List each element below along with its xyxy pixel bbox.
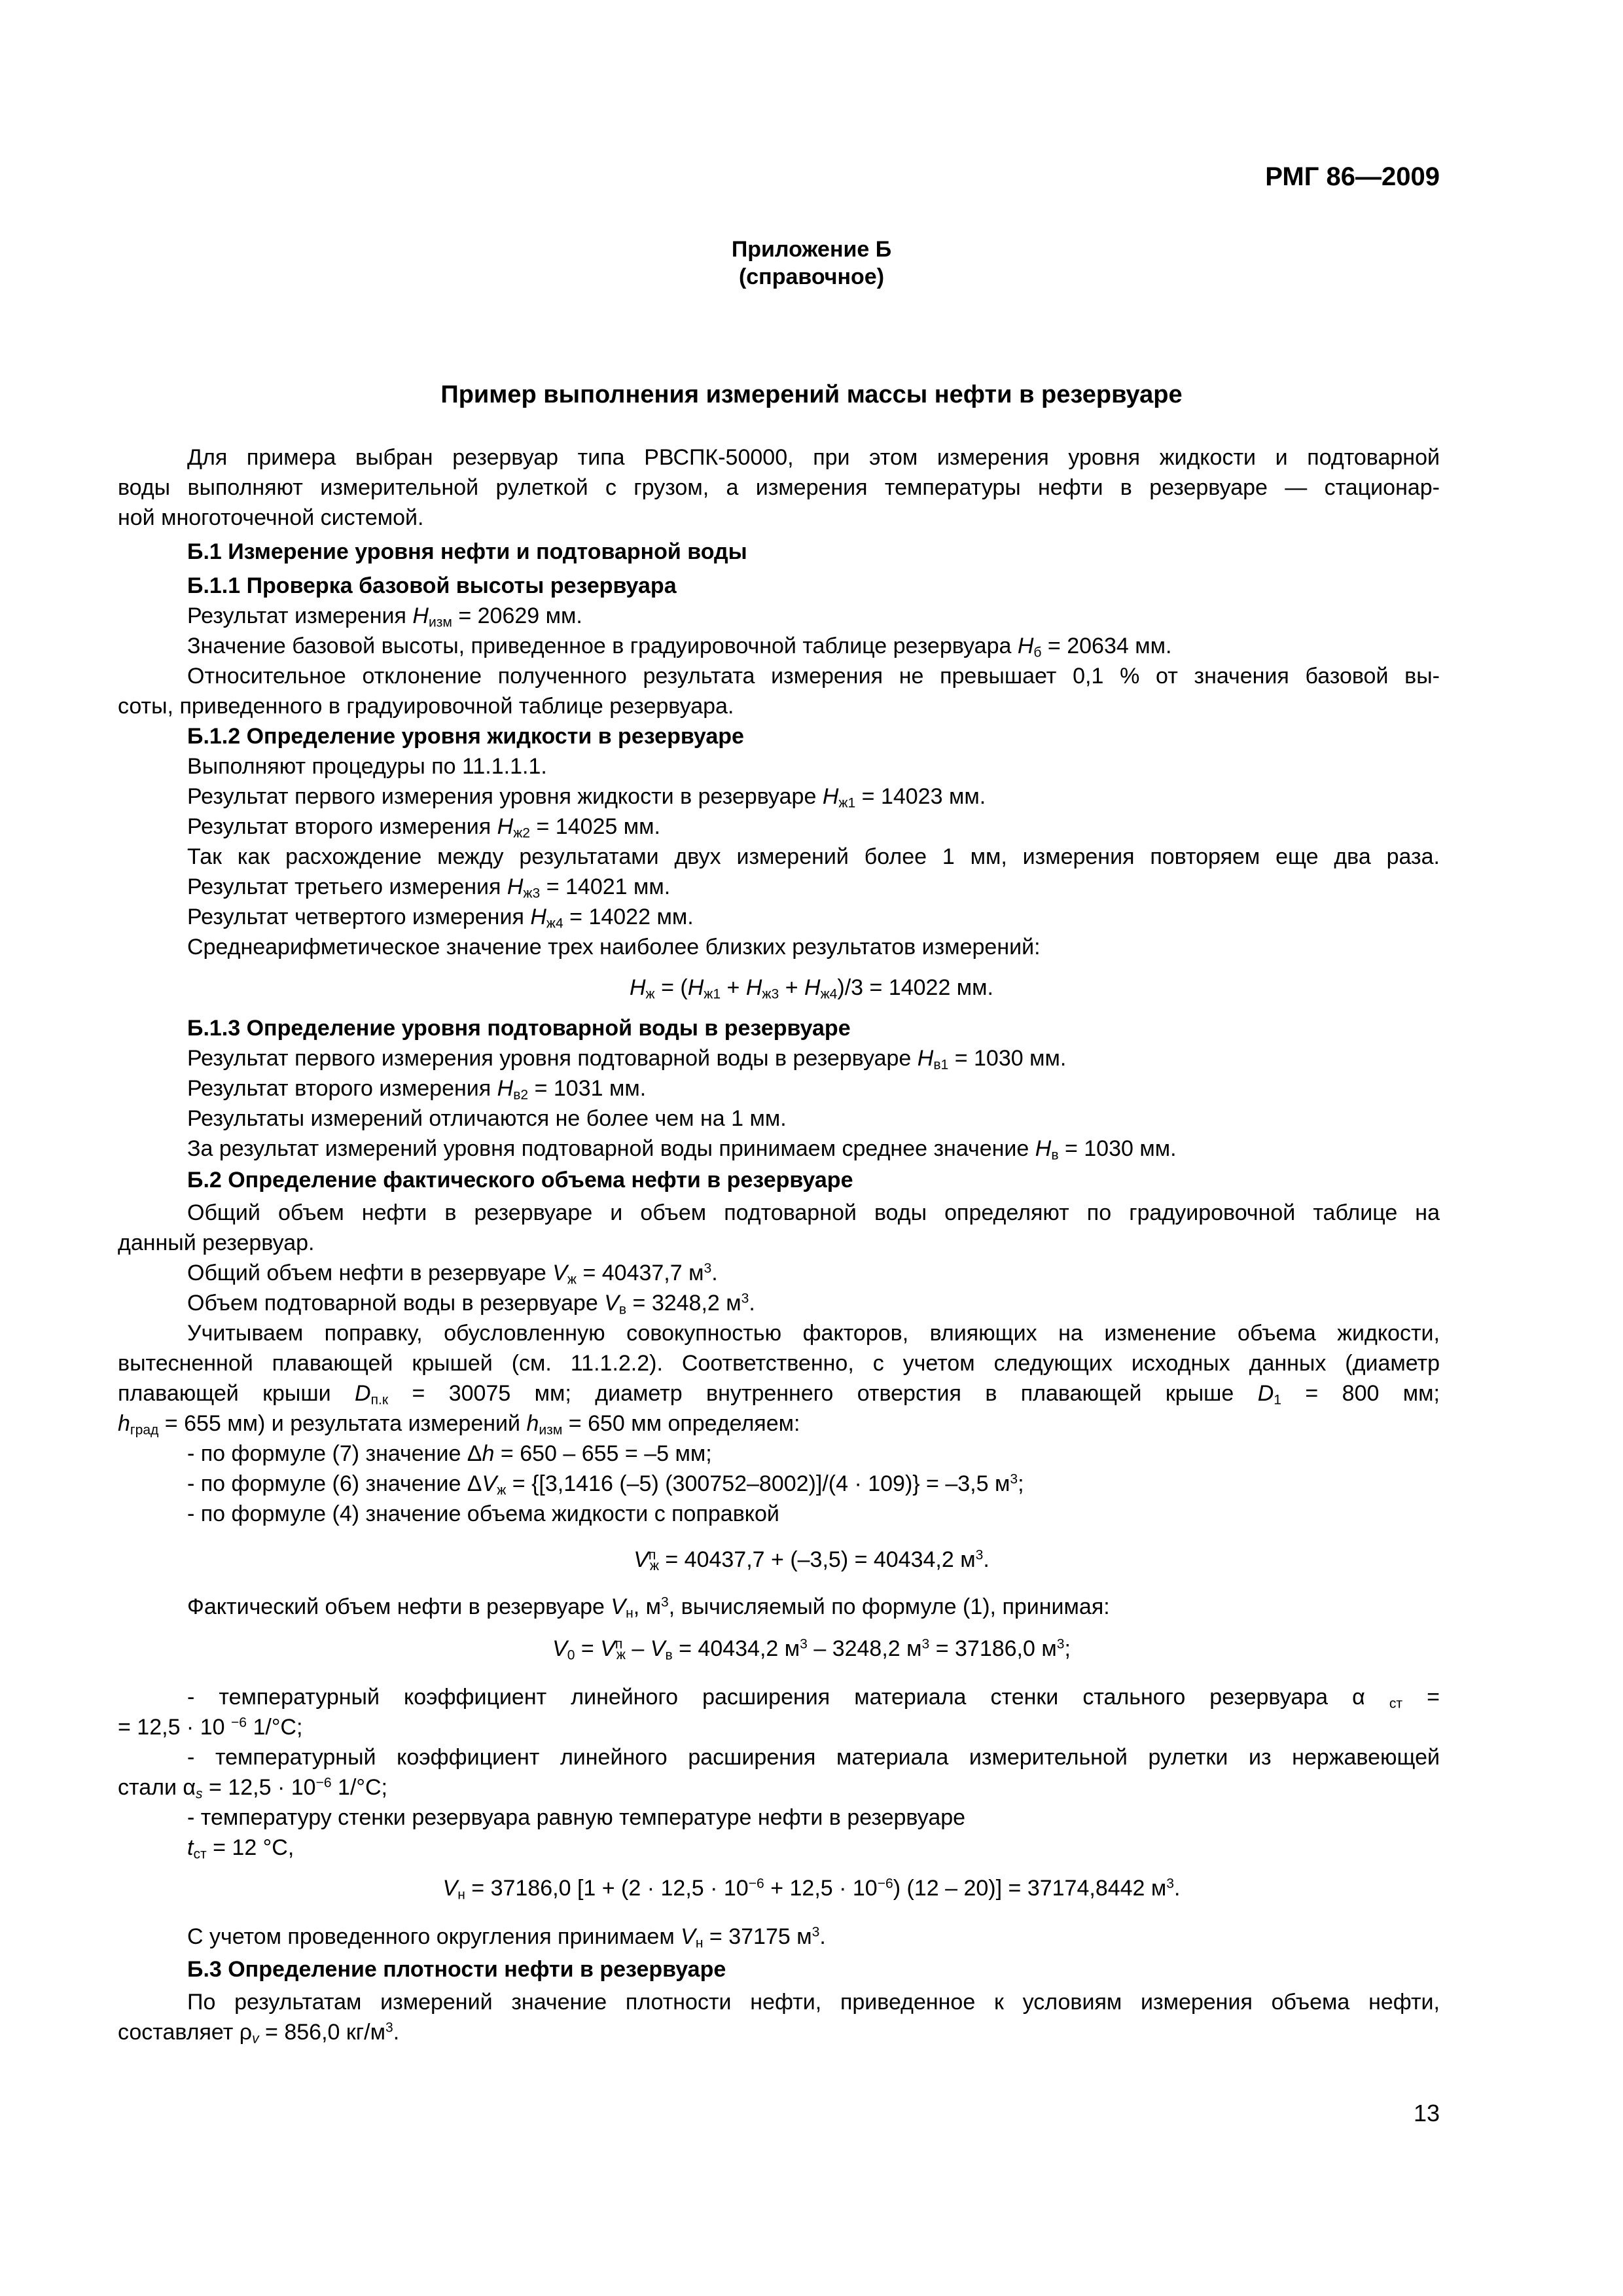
b2-line-8: $h_{град} = 655$ мм) и результата измерений $h_{изм} = 650$ мм определяем: xyxy=(118,1411,800,1438)
b2-line-14: = 12,5 · 10 $^{-6}$ 1/°С; xyxy=(118,1715,303,1740)
b2-line-16: стали $\alpha_s = 12,5 \cdot 10^{-6}$ 1/°С; xyxy=(118,1775,388,1802)
document-title: Пример выполнения измерений массы нефти в резервуаре xyxy=(440,381,1183,408)
b2-line-3: Общий объем нефти в резервуаре $V_ж = 40437,7$ $м^3$. xyxy=(187,1261,718,1287)
b13-line-1: Результат первого измерения уровня подтоварной воды в резервуаре $H_{в1} = 1030$ мм. xyxy=(187,1046,1067,1073)
b2-line-9: - по формуле (7) значение Δh = 650 – 655 = –5 мм; xyxy=(187,1441,712,1466)
b2-line-5: Учитываем поправку, обусловленную совокупностью факторов, влияющих на изменение объема жидкости, xyxy=(187,1321,1440,1346)
page-number: 13 xyxy=(1413,2100,1440,2126)
intro-line-1: Для примера выбран резервуар типа РВСПК-50000, при этом измерения уровня жидкости и подтоварной xyxy=(187,445,1440,470)
b2-formula-3: $V_н = 37186,0$ [$1 + (2 \cdot 12,5 \cdot 10^{-6} + 12,5 \cdot 10^{-6})$ (12 – 20)] = 37174,8442 $м^3$. xyxy=(442,1876,1181,1903)
b2-line-15: - температурный коэффициент линейного расширения материала измерительной рулетки из нержавеющей xyxy=(187,1745,1440,1770)
b2-line-1: Общий объем нефти в резервуаре и объем подтоварной воды определяют по градуировочной таблице на xyxy=(187,1200,1440,1225)
b11-line-1: Результат измерения $H_{изм} = 20629$ мм. xyxy=(187,603,582,630)
b2-line-6: вытесненной плавающей крышей (см. 11.1.2.2). Соответственно, с учетом следующих исходных данных (диаметр xyxy=(118,1351,1440,1376)
b12-line-1: Выполняют процедуры по 11.1.1.1. xyxy=(187,754,547,779)
b2-line-12: Фактический объем нефти в резервуаре $V_н$, $м^3$, вычисляемый по формуле (1), принимая: xyxy=(187,1594,1110,1621)
section-b13-heading: Б.1.3 Определение уровня подтоварной воды в резервуаре xyxy=(187,1016,851,1041)
b13-line-4: За результат измерений уровня подтоварной воды принимаем среднее значение $H_в = 1030$ мм. xyxy=(187,1136,1177,1163)
b13-line-3: Результаты измерений отличаются не более чем на 1 мм. xyxy=(187,1106,787,1131)
b12-formula: $H_ж = (H_{ж1} + H_{ж3} + H_{ж4})/3 = 14022$ мм. xyxy=(629,975,994,1002)
b2-line-10: - по формуле (6) значение $\Delta V_ж = \{[3,1416$ (–5) (300752–8002)]/(4 · 109)} = –3,5 $м^3$; xyxy=(187,1471,1024,1498)
b2-formula-1: $V^п_ж = 40437,7 + (-3,5) = 40434,2$ $м^3$. xyxy=(633,1547,990,1574)
intro-line-2: воды выполняют измерительной рулеткой с грузом, а измерения температуры нефти в резервуаре — стационар- xyxy=(118,475,1440,500)
section-b1-heading: Б.1 Измерение уровня нефти и подтоварной воды xyxy=(187,539,747,564)
b3-line-1: По результатам измерений значение плотности нефти, приведенное к условиям измерения объема нефти, xyxy=(187,1990,1440,2015)
b3-line-2: составляет $\rho_v = 856,0$ $кг/м^3$. xyxy=(118,2020,400,2047)
section-b11-heading: Б.1.1 Проверка базовой высоты резервуара xyxy=(187,573,677,598)
b2-line-2: данный резервуар. xyxy=(118,1230,315,1255)
document-id-header: РМГ 86—2009 xyxy=(1265,162,1440,191)
b2-line-13: - температурный коэффициент линейного расширения материала стенки стального резервуара α $_{ст}$ = xyxy=(187,1685,1440,1712)
b12-line-4: Так как расхождение между результатами двух измерений более 1 мм, измерения повторяем еще два раза. xyxy=(187,844,1440,869)
b11-line-4: соты, приведенного в градуировочной таблице резервуара. xyxy=(118,694,734,719)
b12-line-2: Результат первого измерения уровня жидкости в резервуаре $H_{ж1} = 14023$ мм. xyxy=(187,784,986,811)
b2-line-7: плавающей крыши $D_{п.к} = 30075$ мм; диаметр внутреннего отверстия в плавающей крыше $D_1 = 800$ мм; xyxy=(118,1381,1440,1408)
intro-line-3: ной многоточечной системой. xyxy=(118,505,424,530)
section-b2-heading: Б.2 Определение фактического объема нефти в резервуаре xyxy=(187,1168,853,1193)
b12-line-3: Результат второго измерения $H_{ж2} = 14025$ мм. xyxy=(187,814,660,841)
b2-line-19: С учетом проведенного округления принимаем $V_н = 37175$ $м^3$. xyxy=(187,1924,826,1951)
b13-line-2: Результат второго измерения $H_{в2} = 1031$ мм. xyxy=(187,1076,647,1103)
b12-line-6: Результат четвертого измерения $H_{ж4} = 14022$ мм. xyxy=(187,905,694,931)
appendix-title: Приложение Б xyxy=(731,237,892,262)
section-b12-heading: Б.1.2 Определение уровня жидкости в резервуаре xyxy=(187,724,744,749)
b2-line-4: Объем подтоварной воды в резервуаре $V_в = 3248,2$ $м^3$. xyxy=(187,1291,755,1318)
b2-line-11: - по формуле (4) значение объема жидкости с поправкой xyxy=(187,1501,779,1526)
b12-line-7: Среднеарифметическое значение трех наиболее близких результатов измерений: xyxy=(187,935,1041,960)
b11-line-3: Относительное отклонение полученного результата измерения не превышает 0,1 % от значения базовой вы- xyxy=(187,664,1440,689)
b11-line-2: Значение базовой высоты, приведенное в градуировочной таблице резервуара $H_б = 20634$ мм. xyxy=(187,634,1172,660)
b2-formula-2: $V_0 = V^п_ж - V_в = 40434,2$ $м^3 - 3248,2$ $м^3 = 37186,0$ $м^3$; xyxy=(552,1636,1071,1663)
appendix-type: (справочное) xyxy=(738,264,885,289)
b12-line-5: Результат третьего измерения $H_{ж3} = 14021$ мм. xyxy=(187,874,671,901)
b2-line-18: $t_{ст} = 12$ °С, xyxy=(187,1835,294,1862)
b2-line-17: - температуру стенки резервуара равную температуре нефти в резервуаре xyxy=(187,1805,966,1830)
section-b3-heading: Б.3 Определение плотности нефти в резервуаре xyxy=(187,1957,726,1982)
